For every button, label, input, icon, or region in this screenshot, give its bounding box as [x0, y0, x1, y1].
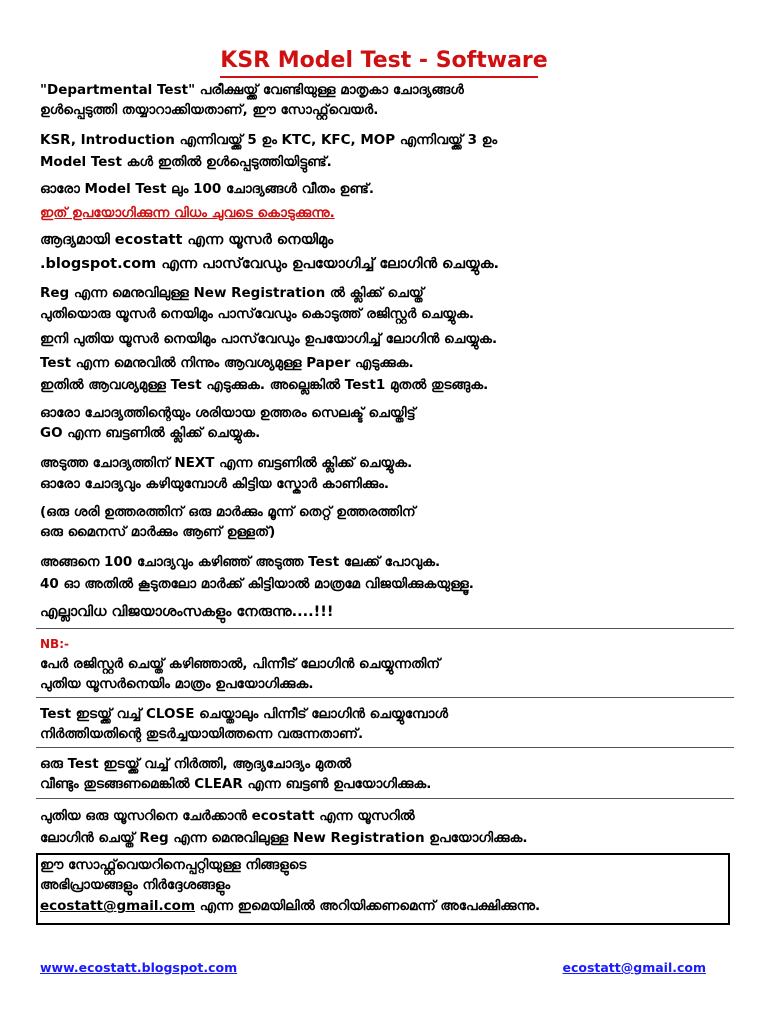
- note-line: പേർ രജിസ്റ്റർ ചെയ്ത് കഴിഞ്ഞാൽ, പിന്നീട് ലോഗിൻ ചെയ്യുന്നതിന്: [40, 656, 441, 672]
- email-link[interactable]: ecostatt@gmail.com: [562, 960, 706, 975]
- step-line: .blogspot.com എന്ന പാസ്‌വേഡും ഉപയോഗിച്ച് ലോഗിൻ ചെയ്യുക.: [40, 256, 500, 272]
- feedback-line-text: എന്ന ഇമെയിലിൽ അറിയിക്കണമെന്ന് അപേക്ഷിക്കുന്നു.: [195, 898, 541, 914]
- nb-label: NB:-: [40, 637, 69, 651]
- step-line: ഓരോ ചോദ്യത്തിന്റെയും ശരിയായ ഉത്തരം സെലക്ട് ചെയ്തിട്ട്: [40, 405, 416, 421]
- feedback-email-link[interactable]: ecostatt@gmail.com: [40, 898, 196, 914]
- divider: [36, 628, 734, 629]
- step-line: (ഒരു ശരി ഉത്തരത്തിന് ഒരു മാർക്കും മൂന്ന് തെറ്റ് ഉത്തരത്തിന്: [40, 504, 416, 520]
- step-line: ഓരോ ചോദ്യവും കഴിയുമ്പോൾ കിട്ടിയ സ്കോർ കാണിക്കും.: [40, 476, 390, 492]
- intro-line: ഓരോ Model Test ലും 100 ചോദ്യങ്ങൾ വീതം ഉണ്ട്.: [40, 181, 375, 197]
- divider: [36, 747, 734, 748]
- step-line: Test എന്ന മെനുവിൽ നിന്നും ആവശ്യമുള്ള Paper എടുക്കുക.: [40, 355, 414, 371]
- note-line: ലോഗിൻ ചെയ്ത് Reg എന്ന മെനുവിലുള്ള New Registration ഉപയോഗിക്കുക.: [40, 830, 528, 846]
- step-line: പുതിയൊരു യൂസർ നെയിമും പാസ്‌വേഡും കൊടുത്ത് രജിസ്റ്റർ ചെയ്യുക.: [40, 306, 475, 322]
- note-line: വീണ്ടും തുടങ്ങണമെങ്കിൽ CLEAR എന്ന ബട്ടൺ ഉപയോഗിക്കുക.: [40, 776, 432, 792]
- step-line: അടുത്ത ചോദ്യത്തിന് NEXT എന്ന ബട്ടണിൽ ക്ലിക്ക് ചെയ്യുക.: [40, 455, 413, 471]
- note-line: പുതിയ ഒരു യൂസറിനെ ചേർക്കാൻ ecostatt എന്ന യൂസറിൽ: [40, 808, 415, 824]
- intro-line: "Departmental Test" പരീക്ഷയ്ക്ക് വേണ്ടിയുള്ള മാതൃകാ ചോദ്യങ്ങൾ: [40, 82, 464, 98]
- feedback-line: അഭിപ്രായങ്ങളും നിർദ്ദേശങ്ങളും: [40, 877, 231, 893]
- feedback-line: [40, 898, 540, 914]
- note-line: Test ഇടയ്ക്ക് വച്ച് CLOSE ചെയ്താലും പിന്നീട് ലോഗിൻ ചെയ്യുമ്പോൾ: [40, 706, 449, 722]
- intro-line: Model Test കൾ ഇതിൽ ഉൾപ്പെടുത്തിയിട്ടുണ്ട്.: [40, 154, 332, 170]
- step-line: 40 ഓ അതിൽ കൂടുതലോ മാർക്ക് കിട്ടിയാൽ മാത്രമേ വിജയിക്കുകയുള്ളൂ.: [40, 576, 474, 592]
- step-line: അങ്ങനെ 100 ചോദ്യവും കഴിഞ്ഞ് അടുത്ത Test ലേക്ക് പോവുക.: [40, 554, 441, 570]
- intro-line: ഉൾപ്പെടുത്തി തയ്യാറാക്കിയതാണ്, ഈ സോഫ്റ്റ്‌വെയർ.: [40, 102, 379, 118]
- step-line: ഇതിൽ ആവശ്യമുള്ള Test എടുക്കുക. അല്ലെങ്കിൽ Test1 മുതൽ തുടങ്ങുക.: [40, 377, 489, 393]
- step-line: ഇനി പുതിയ യൂസർ നെയിമും പാസ്‌വേഡും ഉപയോഗിച്ച് ലോഗിൻ ചെയ്യുക.: [40, 331, 498, 347]
- divider: [36, 697, 734, 698]
- page-title: KSR Model Test - Software: [220, 48, 548, 73]
- note-line: നിർത്തിയതിന്റെ തുടർച്ചയായിത്തന്നെ വരുന്നതാണ്.: [40, 726, 364, 742]
- feedback-line: ഈ സോഫ്റ്റ്‌വെയറിനെപ്പറ്റിയുള്ള നിങ്ങളുടെ: [40, 857, 307, 873]
- divider: [36, 798, 734, 799]
- closing-wishes: എല്ലാവിധ വിജയാശംസകളും നേരുന്നു....!!!: [40, 604, 334, 620]
- step-line: ഒരു മൈനസ് മാർക്കും ആണ് ഉള്ളത്): [40, 524, 276, 540]
- title-underline: [220, 76, 538, 78]
- intro-line: KSR, Introduction എന്നിവയ്ക്ക് 5 ഉം KTC, KFC, MOP എന്നിവയ്ക്ക് 3 ഉം: [40, 132, 498, 148]
- step-line: GO എന്ന ബട്ടണിൽ ക്ലിക്ക് ചെയ്യുക.: [40, 425, 261, 441]
- website-link[interactable]: www.ecostatt.blogspot.com: [40, 960, 238, 975]
- note-line: പുതിയ യൂസർനെയിം മാത്രം ഉപയോഗിക്കുക.: [40, 676, 314, 692]
- note-line: ഒരു Test ഇടയ്ക്ക് വച്ച് നിർത്തി, ആദ്യചോദ്യം മുതൽ: [40, 756, 352, 772]
- usage-heading: ഇത് ഉപയോഗിക്കുന്ന വിധം ചുവടെ കൊടുക്കുന്നു.: [40, 205, 335, 221]
- step-line: Reg എന്ന മെനുവിലുള്ള New Registration ൽ ക്ലിക്ക് ചെയ്ത്: [40, 285, 424, 301]
- step-line: ആദ്യമായി ecostatt എന്ന യൂസർ നെയിമും: [40, 232, 334, 248]
